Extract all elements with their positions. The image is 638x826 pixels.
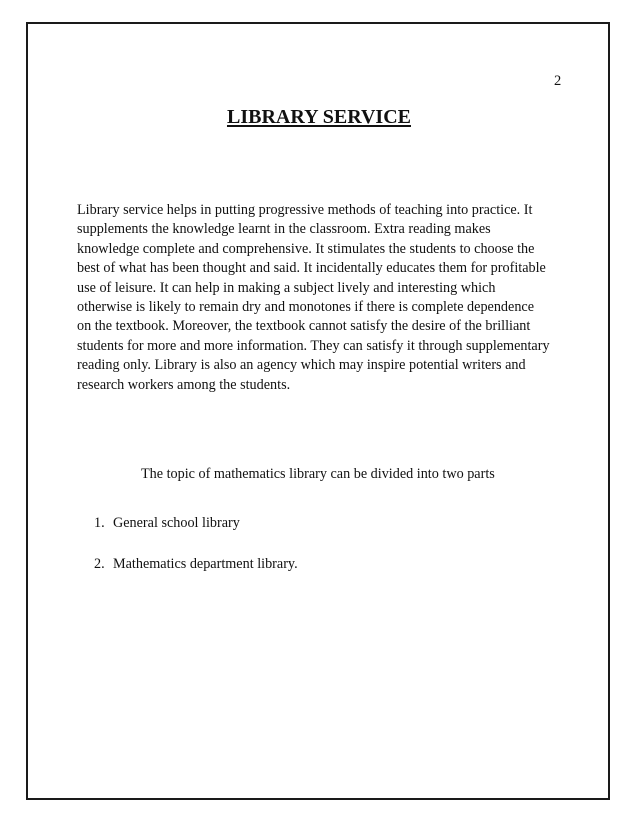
page-number: 2 <box>554 73 562 89</box>
paragraph-line: supplements the knowledge learnt in the classroom. Extra reading makes <box>77 221 491 238</box>
body-paragraph <box>77 201 577 395</box>
paragraph-line: otherwise is likely to remain dry and monotones if there is complete dependence <box>77 299 535 316</box>
paragraph-line: best of what has been thought and said. It incidentally educates them for profitable <box>77 260 546 277</box>
list-item-number: 2. <box>94 556 105 572</box>
list-item-text: Mathematics department library. <box>113 556 298 572</box>
list-item <box>94 554 298 574</box>
list-item-text: General school library <box>113 515 240 531</box>
paragraph-line: knowledge complete and comprehensive. It stimulates the students to choose the <box>77 240 535 257</box>
paragraph-line: students for more and more information. They can satisfy it through supplementary <box>77 337 550 354</box>
paragraph-line: research workers among the students. <box>77 376 291 393</box>
page-border <box>26 22 610 800</box>
page-title: LIBRARY SERVICE <box>226 106 411 128</box>
list-item <box>94 513 298 533</box>
list-intro: The topic of mathematics library can be divided into two parts <box>141 466 495 482</box>
list-item-number: 1. <box>94 515 105 531</box>
paragraph-line: Library service helps in putting progressive methods of teaching into practice. It <box>77 202 533 218</box>
paragraph-line: reading only. Library is also an agency which may inspire potential writers and <box>77 357 526 374</box>
paragraph-line: on the textbook. Moreover, the textbook cannot satisfy the desire of the brilliant <box>77 318 531 335</box>
paragraph-line: use of leisure. It can help in making a subject lively and interesting which <box>77 279 496 296</box>
numbered-list <box>94 513 298 574</box>
